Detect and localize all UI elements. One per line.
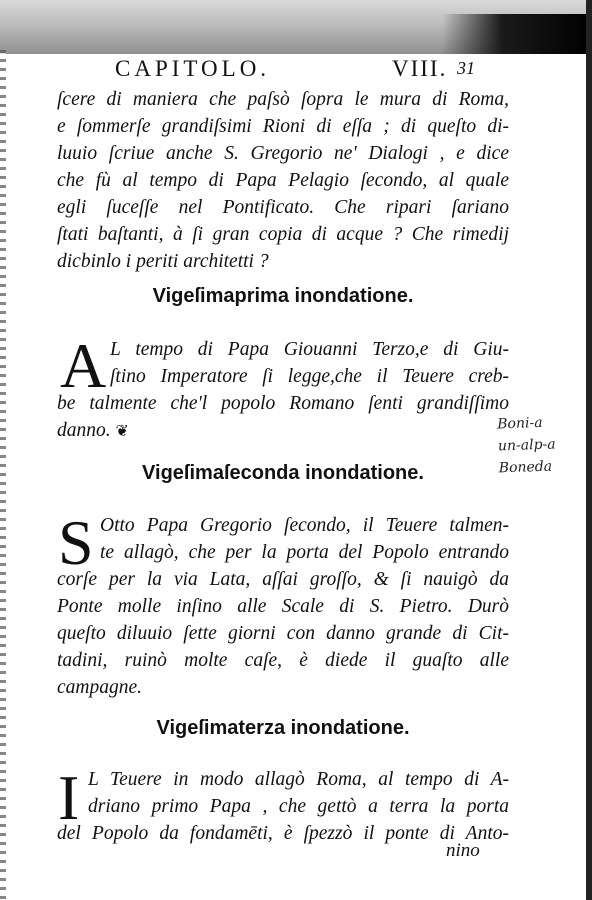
text-line: Otto Papa Gregorio ſecondo, il Teuere talmen- <box>100 515 509 536</box>
text-line: tadini, ruinò molte caſe, è diede il guaſto alle <box>57 650 509 671</box>
chapter-number: VIII. <box>392 56 448 81</box>
text-line <box>57 417 509 444</box>
note-line: un-alp-a <box>497 436 556 455</box>
section-heading: Vigeſimaterza inondatione. <box>156 717 410 739</box>
text-line: luuio ſcriue anche S. Gregorio ne' Dialogi , e dice <box>57 143 509 164</box>
paragraph-continued <box>57 86 509 275</box>
section-heading: Vigeſimaprima inondatione. <box>152 285 414 307</box>
text-line: Ponte molle inſino alle Scale di S. Pietro. Durò <box>57 596 509 617</box>
text-line: e ſommerſe grandiſsimi Rioni di eſſa ; di queſto di- <box>57 116 509 137</box>
paragraph-indented <box>88 766 509 820</box>
section-heading: Vigeſimaſeconda inondatione. <box>142 462 424 484</box>
drop-cap: A <box>60 330 107 401</box>
paragraph-indented <box>100 512 509 566</box>
handwritten-margin-note <box>497 411 581 480</box>
paragraph-body <box>57 820 509 847</box>
page-number: 31 <box>457 58 475 78</box>
text-line: te allagò, che per la porta del Popolo entrando <box>100 542 509 563</box>
text-line: L tempo di Papa Giouanni Terzo,e di Giu- <box>110 339 509 360</box>
text-line: ſtino Imperatore ſi legge,che il Teuere creb- <box>110 366 509 387</box>
drop-cap: S <box>58 507 94 578</box>
note-line: Boneda <box>498 458 553 477</box>
text-line: corſe per la via Lata, aſſai groſſo, & ſi nauigò da <box>57 569 509 590</box>
fleuron-ornament: ❦ <box>115 423 129 440</box>
catchword: nino <box>446 840 480 861</box>
text-line: ſtati baſtanti, à ſi gran copia di acque ? Che rimedij <box>57 224 509 245</box>
paragraph-indented <box>110 336 509 390</box>
text-line: dicbinlo i periti architetti ? <box>57 251 269 272</box>
last-line-text: danno. <box>57 420 111 441</box>
text-line: queſto diluuio ſette giorni con danno grande di Cit- <box>57 623 509 644</box>
text-line: campagne. <box>57 677 143 698</box>
text-line: driano primo Papa , che gettò a terra la porta <box>88 796 509 817</box>
paragraph-body <box>57 390 509 444</box>
text-line: egli ſuceſſe nel Pontificato. Che ripari ſariano <box>57 197 509 218</box>
text-line: che fù al tempo di Papa Pelagio ſecondo, al quale <box>57 170 509 191</box>
chapter-label: CAPITOLO. <box>115 56 271 81</box>
text-line: be talmente che'l popolo Romano ſenti grandiſſimo <box>57 393 509 414</box>
paragraph-body <box>57 566 509 701</box>
text-line: del Popolo da fondamēti, è ſpezzò il ponte di Anto- <box>57 823 509 844</box>
running-header <box>115 56 495 86</box>
text-line: ſcere di maniera che paſsò ſopra le mura di Roma, <box>57 89 509 110</box>
text-line: L Teuere in modo allagò Roma, al tempo di A- <box>88 769 509 790</box>
note-line: Boni-a <box>496 414 543 433</box>
drop-cap: I <box>58 762 80 833</box>
